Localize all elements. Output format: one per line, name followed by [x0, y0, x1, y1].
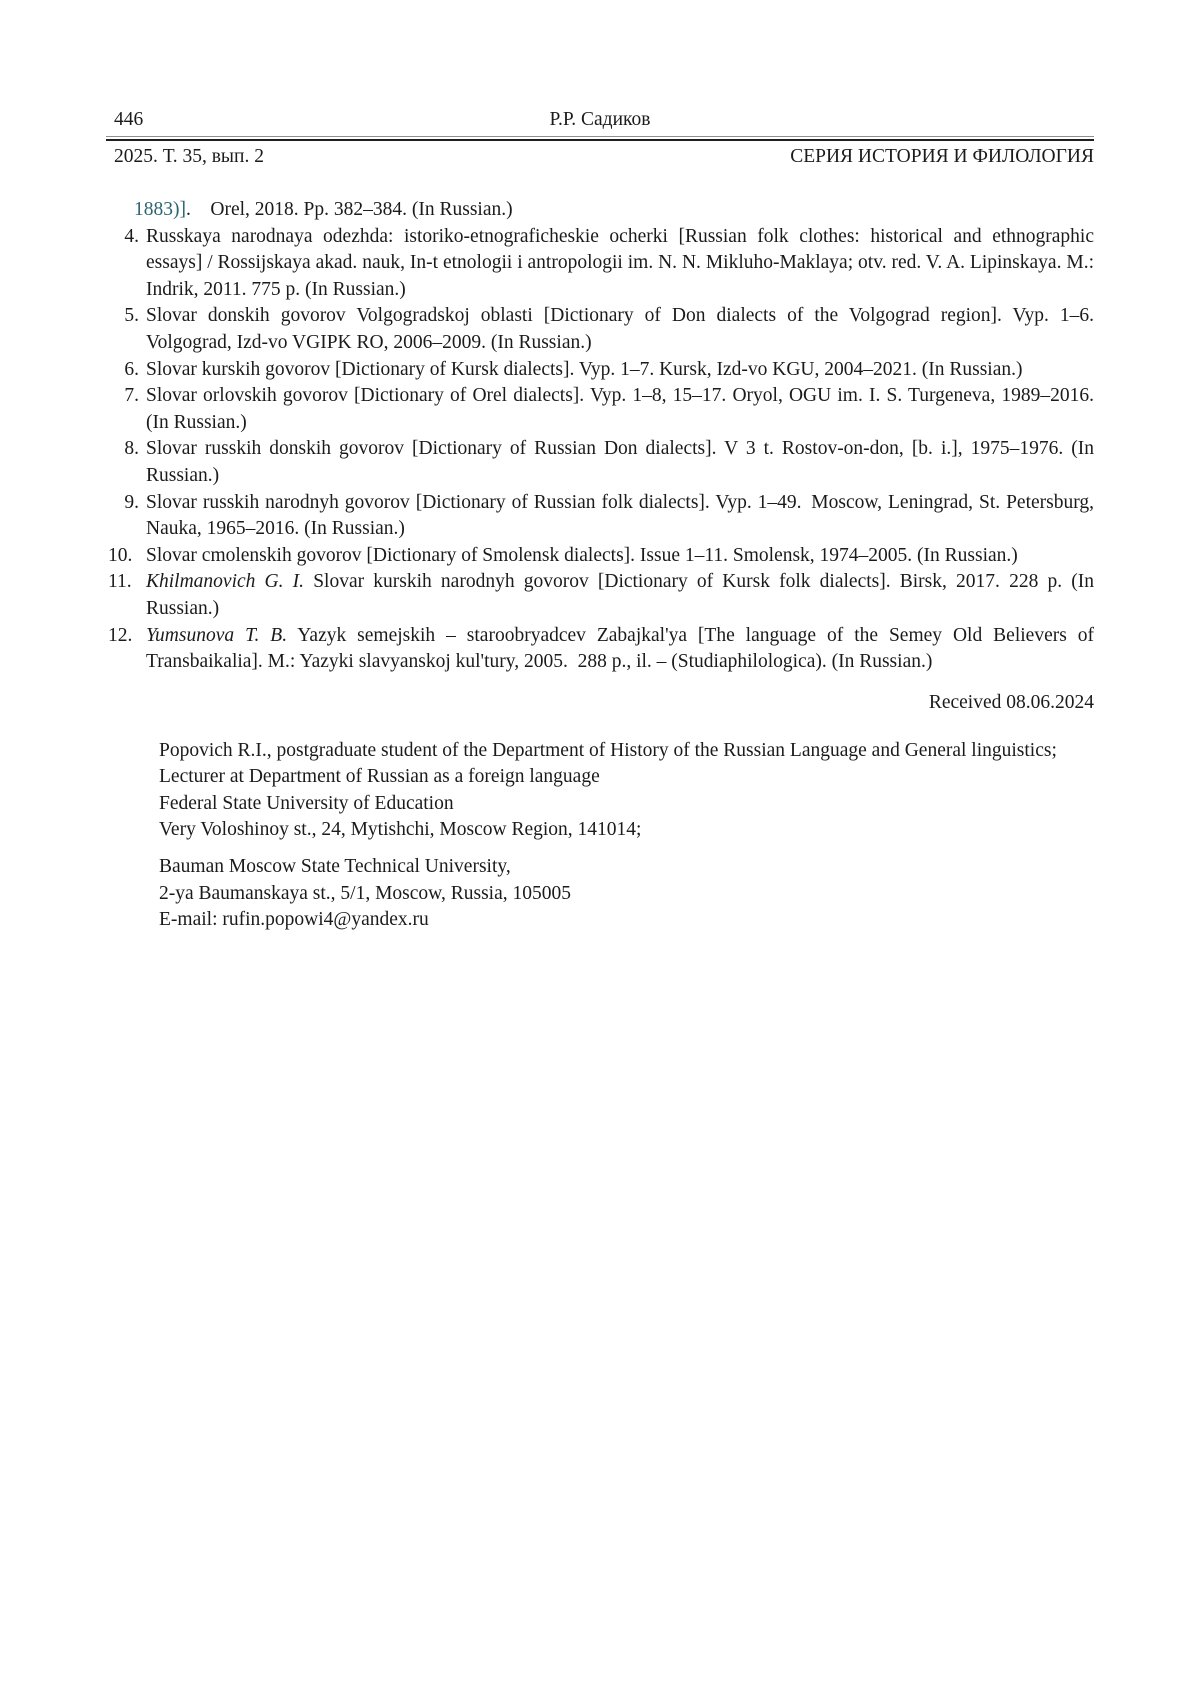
- author-info-paragraph: [159, 854, 1094, 934]
- reference-number: 7.: [124, 385, 139, 407]
- author-info-line: Popovich R.I., postgraduate student of the Department of History of the Russian Language and General linguistics;: [159, 739, 1057, 761]
- page-number: 446: [114, 109, 144, 130]
- reference-text: Slovar donskih govorov Volgogradskoj oblasti [Dictionary of Don dialects of the Volgograd region]. Vyp. 1–6. Volgograd, Izd-vo VGIPK RO, 2006–2009. (In Russian.): [146, 305, 1094, 353]
- reference-text: Slovar orlovskih govorov [Dictionary of Orel dialects]. Vyp. 1–8, 15–17. Oryol, OGU im. I. S. Turgeneva, 1989–2016. (In Russian.): [146, 385, 1094, 433]
- received-date: Received 08.06.2024: [928, 691, 1094, 713]
- reference-link[interactable]: 1883)]: [134, 199, 186, 220]
- reference-number: 6.: [124, 358, 139, 380]
- header-row-bottom: [106, 145, 1094, 169]
- reference-text: Khilmanovich G. I. Slovar kurskih narodnyh govorov [Dictionary of Kursk folk dialects]. Birsk, 2017. 228 p. (In Russian.): [146, 571, 1094, 619]
- references-list: [106, 224, 1094, 676]
- reference-number: 8.: [124, 438, 139, 460]
- reference-carryover-text: . Orel, 2018. Pp. 382–384. (In Russian.): [186, 199, 513, 220]
- reference-item: [106, 543, 1094, 570]
- references-section: [106, 197, 1094, 676]
- reference-author-italic: Khilmanovich G. I.: [146, 571, 305, 593]
- author-info-block: [106, 738, 1094, 934]
- reference-author-italic: Yumsunova T. B.: [146, 624, 288, 646]
- author-info-line: Lecturer at Department of Russian as a foreign language: [159, 766, 600, 788]
- reference-item: [106, 303, 1094, 356]
- reference-item: [106, 490, 1094, 543]
- reference-carryover-line: [106, 197, 1094, 224]
- reference-item: [106, 436, 1094, 489]
- reference-text: Russkaya narodnaya odezhda: istoriko-etnograficheskie ocherki [Russian folk clothes: historical and ethnographic essays] / Rossijskaya akad. nauk, In-t etnologii i antropologii im. N. N. Mikluho-Maklaya; otv. red. V. A. Lipinskaya. M.: Indrik, 2011. 775 p. (In Russian.): [146, 225, 1094, 300]
- issue-info: 2025. Т. 35, вып. 2: [114, 146, 264, 167]
- reference-item: [106, 623, 1094, 676]
- reference-text: Slovar russkih donskih govorov [Dictionary of Russian Don dialects]. V 3 t. Rostov-on-don, [b. i.], 1975–1976. (In Russian.): [146, 438, 1094, 486]
- author-info-line: E-mail: rufin.popowi4@yandex.ru: [159, 909, 429, 931]
- reference-text: Slovar cmolenskih govorov [Dictionary of Smolensk dialects]. Issue 1–11. Smolensk, 1974–2005. (In Russian.): [146, 544, 1018, 566]
- reference-text: Slovar kurskih govorov [Dictionary of Kursk dialects]. Vyp. 1–7. Kursk, Izd-vo KGU, 2004–2021. (In Russian.): [146, 358, 1023, 380]
- reference-number: 12.: [108, 624, 133, 646]
- author-info-line: 2-ya Baumanskaya st., 5/1, Moscow, Russia, 105005: [159, 882, 571, 904]
- author-info-paragraph: [159, 738, 1094, 844]
- reference-number: 11.: [108, 571, 132, 593]
- reference-text: Yumsunova T. B. Yazyk semejskih – staroobryadcev Zabajkal'ya [The language of the Semey Old Believers of Transbaikalia]. M.: Yazyki slavyanskoj kul'tury, 2005. 288 p., il. – (Studiaphilologica). (In Russian.): [146, 624, 1094, 673]
- header-row-top: [106, 108, 1094, 134]
- author-info-line: Bauman Moscow State Technical University,: [159, 856, 511, 878]
- reference-number: 10.: [108, 544, 133, 566]
- header-rule: [106, 136, 1094, 141]
- reference-item: [106, 383, 1094, 436]
- reference-text: Slovar russkih narodnyh govorov [Dictionary of Russian folk dialects]. Vyp. 1–49. Moscow, Leningrad, St. Petersburg, Nauka, 1965–2016. (In Russian.): [146, 491, 1094, 540]
- reference-item: [106, 224, 1094, 304]
- reference-number: 4.: [124, 225, 139, 247]
- running-head-author: Р.Р. Садиков: [549, 109, 651, 130]
- reference-number: 9.: [124, 491, 139, 513]
- page-content: [106, 0, 1094, 934]
- reference-item: [106, 357, 1094, 384]
- reference-number: 5.: [124, 305, 139, 327]
- reference-item: [106, 569, 1094, 622]
- author-info-line: Very Voloshinoy st., 24, Mytishchi, Moscow Region, 141014;: [159, 819, 642, 841]
- series-title: СЕРИЯ ИСТОРИЯ И ФИЛОЛОГИЯ: [790, 146, 1094, 167]
- running-header: [106, 108, 1094, 169]
- author-info-line: Federal State University of Education: [159, 792, 454, 814]
